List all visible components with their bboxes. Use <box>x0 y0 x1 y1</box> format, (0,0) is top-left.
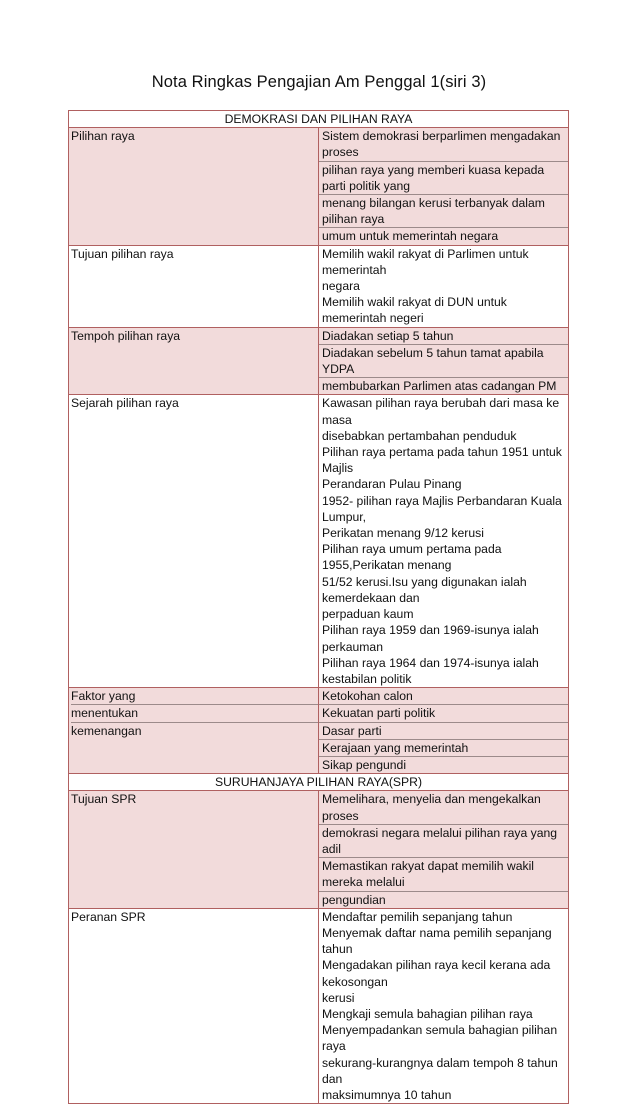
content-line: demokrasi negara melalui pilihan raya yang adil <box>319 825 568 858</box>
row-label <box>69 908 319 1103</box>
content-line: Sistem demokrasi berparlimen mengadakan proses <box>319 128 568 161</box>
content-line: pengundian <box>319 892 568 908</box>
row-content <box>319 908 569 1103</box>
row-label-line: Pilihan raya <box>71 129 135 144</box>
row-label-line: Sejarah pilihan raya <box>71 396 179 411</box>
content-line: pilihan raya yang memberi kuasa kepada parti politik yang <box>319 162 568 195</box>
table-row <box>69 395 569 688</box>
row-content <box>319 327 569 395</box>
row-label-line: Faktor yang <box>71 688 318 705</box>
table-row <box>69 245 569 327</box>
table-row <box>69 791 569 908</box>
content-line: 51/52 kerusi.Isu yang digunakan ialah kemerdekaan dan <box>322 574 527 605</box>
row-label <box>69 791 319 908</box>
content-line: maksimumnya 10 tahun <box>322 1087 452 1102</box>
content-line: Kawasan pilihan raya berubah dari masa ke masa <box>322 396 560 427</box>
row-label-line: Peranan SPR <box>71 909 146 924</box>
content-line: disebabkan pertambahan penduduk <box>322 428 517 443</box>
row-label <box>69 245 319 327</box>
row-label <box>69 688 319 774</box>
content-line: Mendaftar pemilih sepanjang tahun <box>322 909 513 924</box>
content-line: kerusi <box>322 990 355 1005</box>
content-line: Pilihan raya pertama pada tahun 1951 untuk Majlis <box>322 445 562 476</box>
content-line: 1952- pilihan raya Majlis Perbandaran Kuala Lumpur, <box>322 493 562 524</box>
row-content <box>319 128 569 245</box>
content-line: Memastikan rakyat dapat memilih wakil mereka melalui <box>319 858 568 891</box>
content-line: Mengkaji semula bahagian pilihan raya <box>322 1006 533 1021</box>
row-label-line: kemenangan <box>71 723 142 738</box>
content-line: menang bilangan kerusi terbanyak dalam pilihan raya <box>319 195 568 228</box>
content-line: Kekuatan parti politik <box>319 705 568 722</box>
table-row <box>69 688 569 774</box>
row-label <box>69 327 319 395</box>
content-line: Memilih wakil rakyat di Parlimen untuk memerintah <box>322 246 529 277</box>
section-heading-row <box>69 774 569 791</box>
notes-table-body <box>69 111 569 1104</box>
section-heading-row <box>69 111 569 128</box>
content-line: Ketokohan calon <box>319 688 568 705</box>
notes-table <box>68 110 569 1104</box>
content-line: sekurang-kurangnya dalam tempoh 8 tahun dan <box>322 1055 558 1086</box>
content-line: Mengadakan pilihan raya kecil kerana ada kekosongan <box>322 958 551 989</box>
content-line: Sikap pengundi <box>319 757 568 773</box>
row-label-line: Tujuan pilihan raya <box>71 246 174 261</box>
content-line: Menyemak daftar nama pemilih sepanjang tahun <box>322 925 552 957</box>
content-line: Diadakan setiap 5 tahun <box>319 328 568 345</box>
content-line: Perandaran Pulau Pinang <box>322 477 462 492</box>
content-line: Kerajaan yang memerintah <box>319 740 568 757</box>
table-row <box>69 327 569 395</box>
table-row <box>69 128 569 245</box>
table-row <box>69 908 569 1103</box>
content-line: perpaduan kaum <box>322 607 414 622</box>
section-heading: SURUHANJAYA PILIHAN RAYA(SPR) <box>69 774 569 791</box>
section-heading: DEMOKRASI DAN PILIHAN RAYA <box>69 111 569 128</box>
content-line: negara <box>322 279 360 294</box>
content-line: Memilih wakil rakyat di DUN untuk memerintah negeri <box>322 295 507 326</box>
row-label <box>69 128 319 245</box>
content-line: Dasar parti <box>319 723 568 740</box>
row-label-line: Tempoh pilihan raya <box>71 328 181 343</box>
content-line: Memelihara, menyelia dan mengekalkan proses <box>319 791 568 824</box>
content-line: Diadakan sebelum 5 tahun tamat apabila YDPA <box>319 345 568 378</box>
row-content <box>319 395 569 688</box>
row-label-line: Tujuan SPR <box>71 792 137 807</box>
page-title: Nota Ringkas Pengajian Am Penggal 1(siri 3) <box>151 73 487 91</box>
content-line: Pilihan raya umum pertama pada 1955,Perikatan menang <box>322 542 502 573</box>
content-line: Perikatan menang 9/12 kerusi <box>322 526 484 541</box>
row-content <box>319 688 569 774</box>
row-content <box>319 791 569 908</box>
row-label-line: menentukan <box>71 705 318 722</box>
content-line: Pilihan raya 1964 dan 1974-isunya ialah kestabilan politik <box>322 655 539 686</box>
content-line: Menyempadankan semula bahagian pilihan raya <box>322 1023 558 1054</box>
row-content <box>319 245 569 327</box>
content-line: umum untuk memerintah negara <box>319 228 568 244</box>
content-line: Pilihan raya 1959 dan 1969-isunya ialah perkauman <box>322 623 539 654</box>
content-line: membubarkan Parlimen atas cadangan PM <box>319 378 568 394</box>
row-label <box>69 395 319 688</box>
